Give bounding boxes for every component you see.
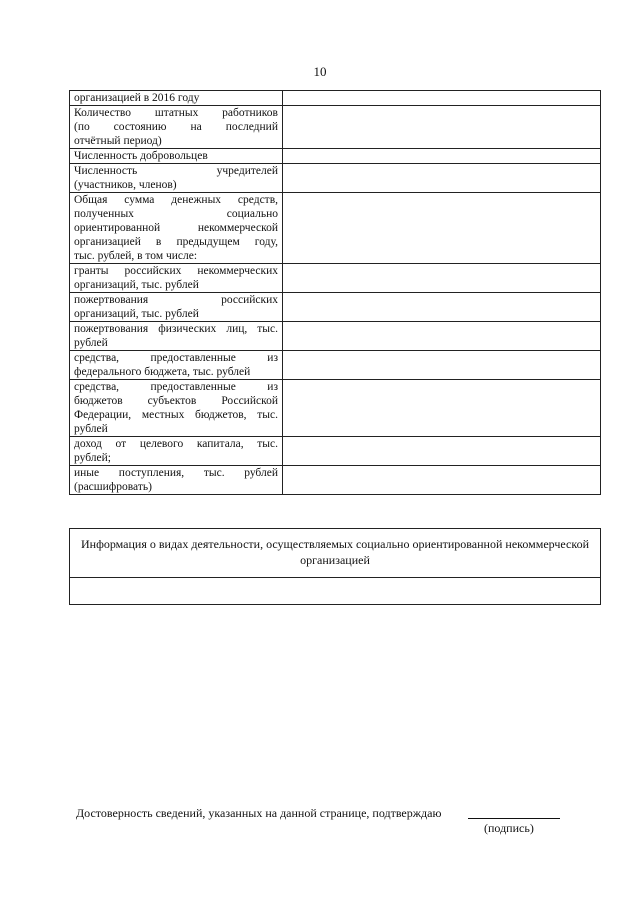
table-row xyxy=(70,106,601,149)
row-label xyxy=(70,466,283,495)
row-label-line: отчётный период) xyxy=(74,135,162,147)
row-label-line: пожертвования российских xyxy=(74,294,278,306)
row-label-line: бюджетов субъектов Российской xyxy=(74,395,278,407)
table-row xyxy=(70,164,601,193)
row-label xyxy=(70,91,283,106)
row-label xyxy=(70,193,283,264)
row-label-line: рублей; xyxy=(74,452,111,464)
row-label-line: иные поступления, тыс. рублей xyxy=(74,467,278,479)
page-number: 10 xyxy=(313,64,327,79)
table-row xyxy=(70,193,601,264)
row-label-line: ориентированной некоммерческой xyxy=(74,222,278,234)
table-row xyxy=(70,322,601,351)
row-label xyxy=(70,106,283,149)
table-row xyxy=(70,437,601,466)
row-label-line: федерального бюджета, тыс. рублей xyxy=(74,366,251,378)
row-label-line: (по состоянию на последний xyxy=(74,121,278,133)
row-label xyxy=(70,322,283,351)
row-label-line: организаций, тыс. рублей xyxy=(74,279,199,291)
row-label-line: доход от целевого капитала, тыс. xyxy=(74,438,278,450)
row-value-cell[interactable] xyxy=(283,91,601,106)
row-label-line: пожертвования физических лиц, тыс. xyxy=(74,323,278,335)
table-row xyxy=(70,264,601,293)
row-value-cell[interactable] xyxy=(283,164,601,193)
row-value-cell[interactable] xyxy=(283,264,601,293)
row-value-cell[interactable] xyxy=(283,380,601,437)
signature-field[interactable] xyxy=(468,818,560,819)
row-label xyxy=(70,149,283,164)
row-label xyxy=(70,351,283,380)
row-label-line: Федерации, местных бюджетов, тыс. xyxy=(74,409,278,421)
table-row xyxy=(70,149,601,164)
activity-info-value-cell[interactable] xyxy=(70,578,601,605)
signature-caption: (подпись) xyxy=(484,821,534,835)
row-label xyxy=(70,380,283,437)
row-value-cell[interactable] xyxy=(283,193,601,264)
row-label xyxy=(70,293,283,322)
row-label-line: организацией в 2016 году xyxy=(74,92,200,104)
row-label xyxy=(70,164,283,193)
row-label-line: полученных социально xyxy=(74,208,278,220)
row-value-cell[interactable] xyxy=(283,149,601,164)
activity-info-title: Информация о видах деятельности, осуществляемых социально ориентированной некоммерческой организацией xyxy=(70,529,601,578)
row-label-line: Численность учредителей xyxy=(74,165,278,177)
row-label-line: организаций, тыс. рублей xyxy=(74,308,199,320)
row-label-line: тыс. рублей, в том числе: xyxy=(74,250,198,262)
row-label-line: Численность добровольцев xyxy=(74,150,208,162)
row-label xyxy=(70,437,283,466)
row-label-line: гранты российских некоммерческих xyxy=(74,265,278,277)
row-value-cell[interactable] xyxy=(283,466,601,495)
row-value-cell[interactable] xyxy=(283,322,601,351)
row-value-cell[interactable] xyxy=(283,106,601,149)
row-label-line: рублей xyxy=(74,337,108,349)
activity-info-table xyxy=(69,528,601,605)
table-row xyxy=(70,91,601,106)
table-row xyxy=(70,380,601,437)
row-label-line: средства, предоставленные из xyxy=(74,352,278,364)
table-row xyxy=(70,293,601,322)
signature-statement: Достоверность сведений, указанных на данной странице, подтверждаю xyxy=(76,806,442,820)
table-row xyxy=(70,351,601,380)
row-value-cell[interactable] xyxy=(283,351,601,380)
row-label xyxy=(70,264,283,293)
row-label-line: Количество штатных работников xyxy=(74,107,278,119)
table-row xyxy=(70,466,601,495)
row-label-line: Общая сумма денежных средств, xyxy=(74,194,278,206)
organization-data-table xyxy=(69,90,601,495)
row-label-line: (участников, членов) xyxy=(74,179,177,191)
row-value-cell[interactable] xyxy=(283,437,601,466)
row-label-line: организацией в предыдущем году, xyxy=(74,236,278,248)
row-value-cell[interactable] xyxy=(283,293,601,322)
row-label-line: рублей xyxy=(74,423,108,435)
row-label-line: (расшифровать) xyxy=(74,481,152,493)
row-label-line: средства, предоставленные из xyxy=(74,381,278,393)
